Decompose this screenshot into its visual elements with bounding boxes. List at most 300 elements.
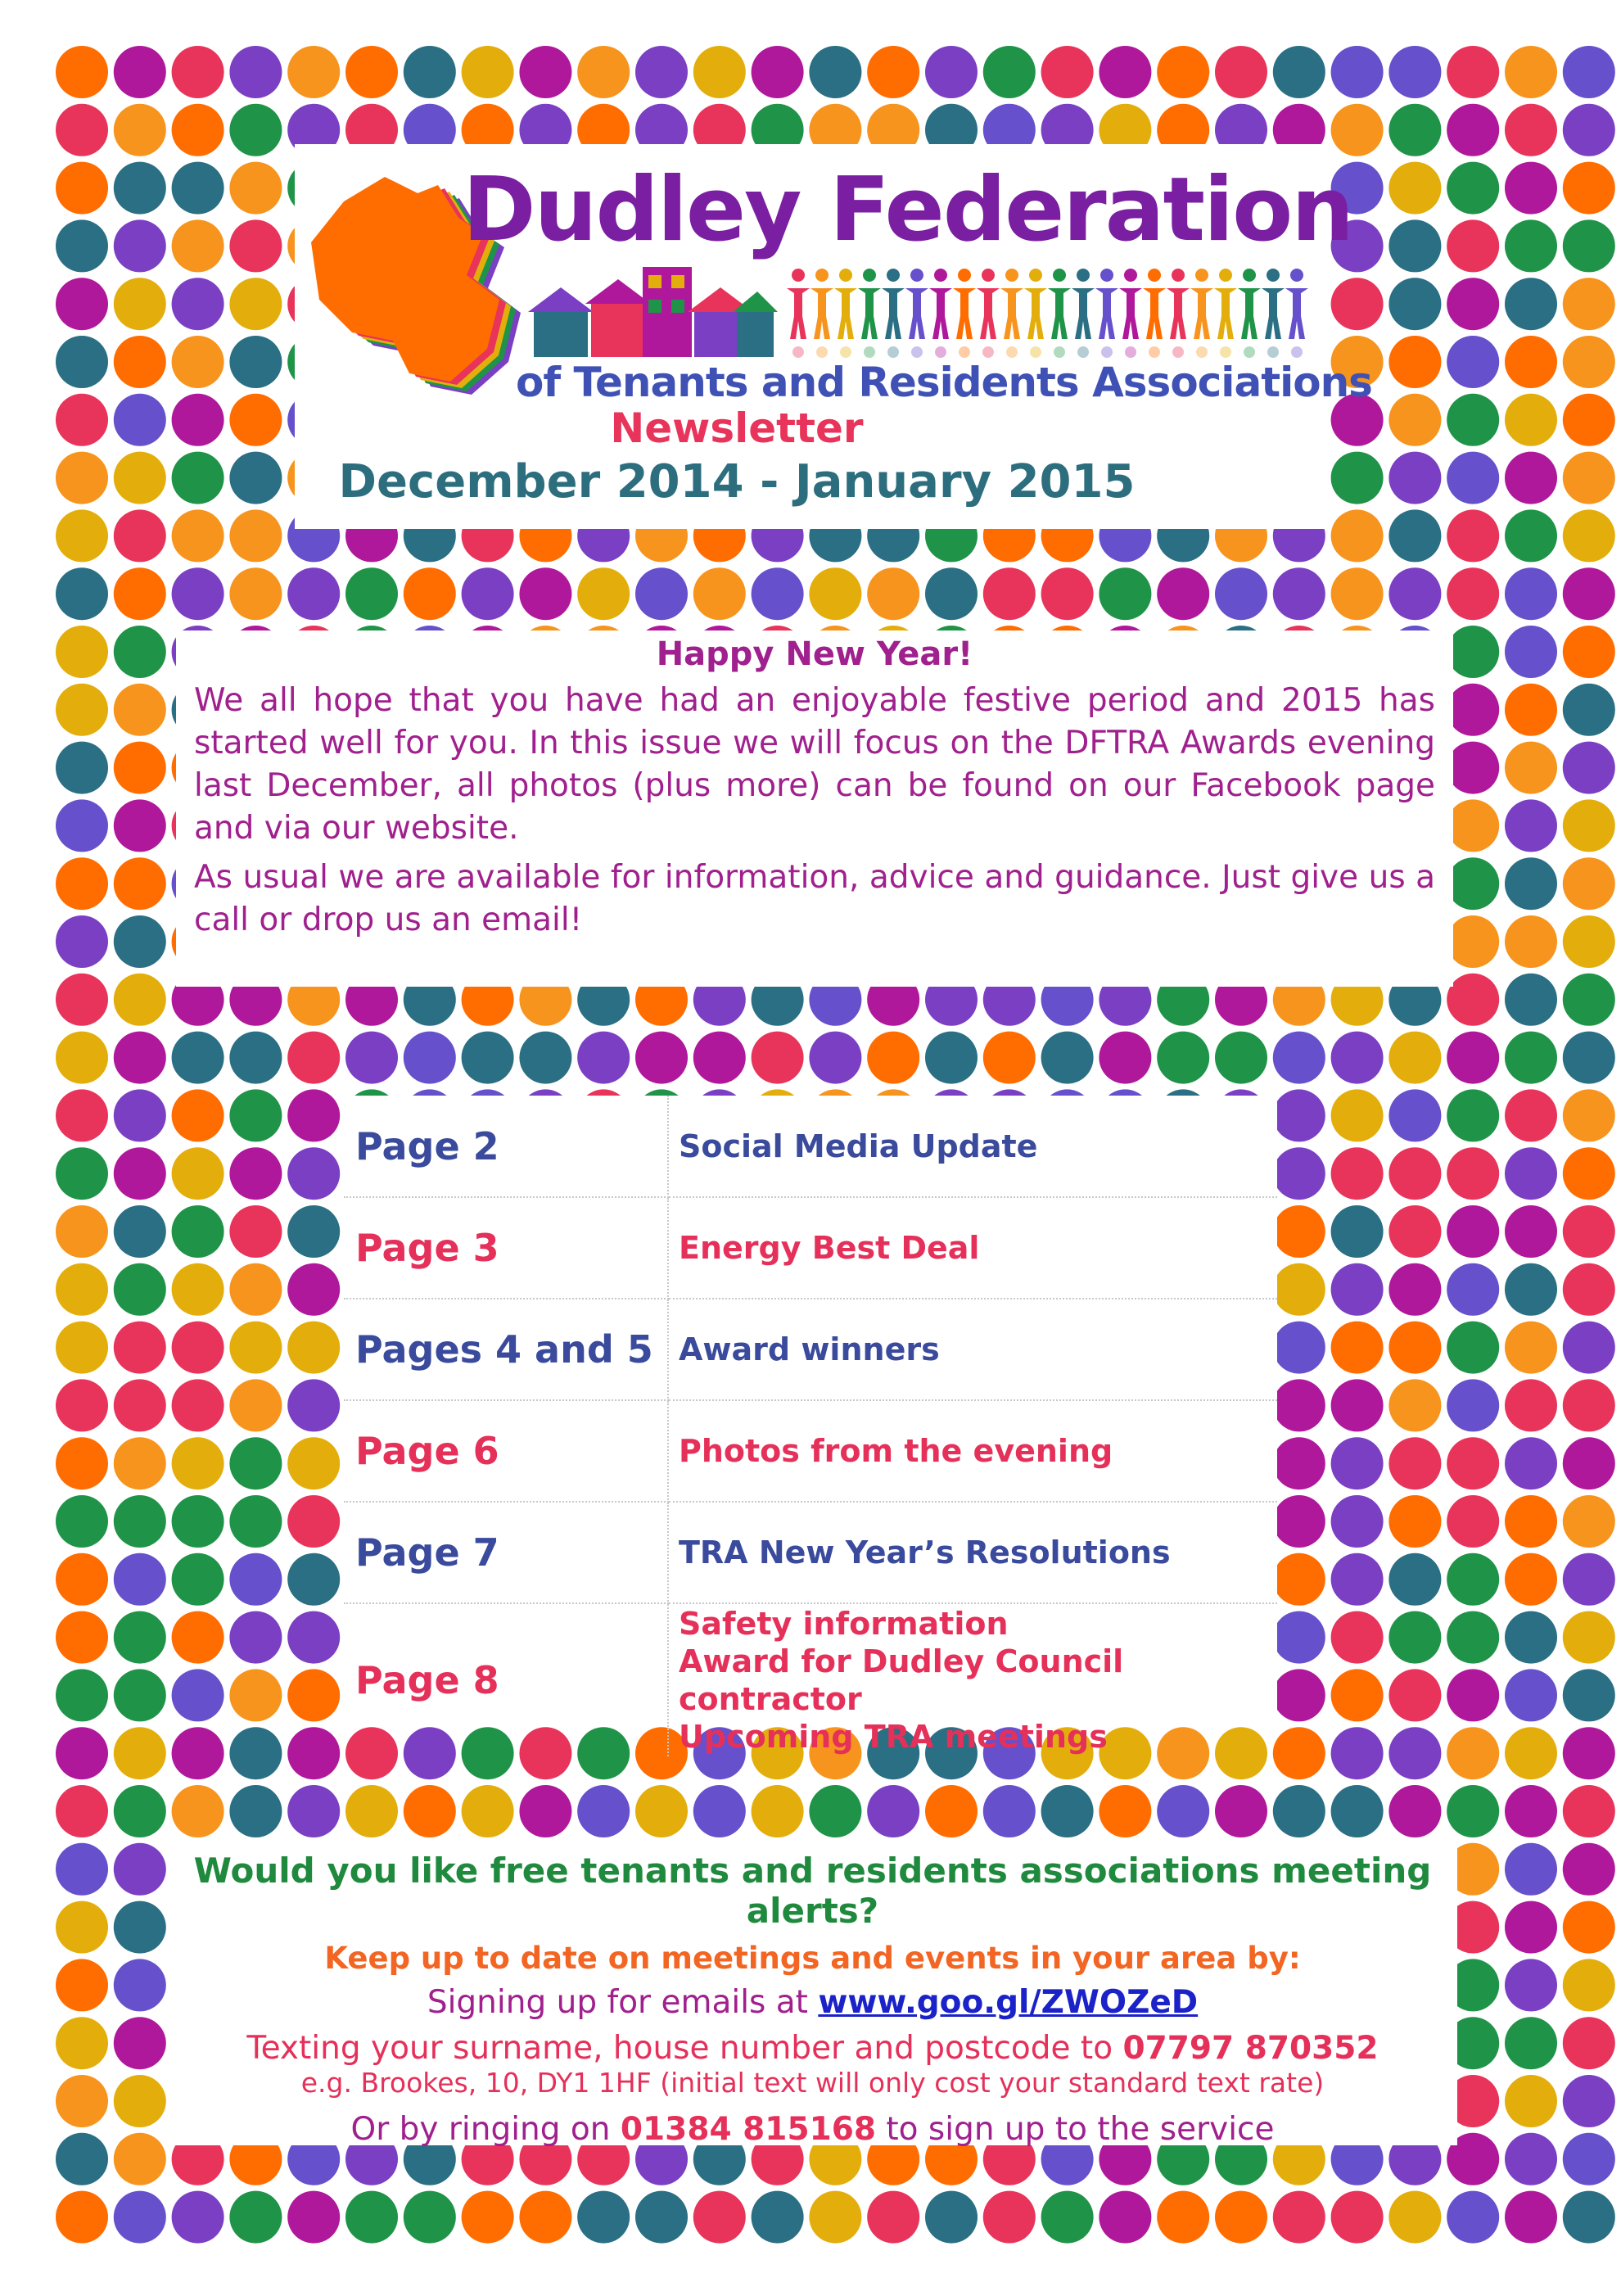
polka-dot (172, 1089, 224, 1141)
polka-dot (287, 46, 340, 98)
page-description: Social Media Update (668, 1096, 1277, 1197)
polka-dot (1273, 1147, 1325, 1200)
table-row (344, 1096, 1277, 1197)
polka-dot (114, 1437, 166, 1489)
polka-dot (1388, 1032, 1441, 1084)
polka-dot (229, 1727, 282, 1779)
polka-dot (1388, 1263, 1441, 1316)
polka-dot (1505, 684, 1557, 736)
polka-dot (229, 1089, 282, 1141)
polka-dot (1505, 278, 1557, 330)
text-number: 07797 870352 (1122, 2030, 1379, 2067)
polka-dot (1505, 1669, 1557, 1721)
polka-dot (56, 742, 108, 794)
polka-dot (1505, 1147, 1557, 1200)
polka-dot (404, 1785, 456, 1837)
person-figure (810, 269, 833, 358)
person-figure (1095, 269, 1118, 358)
polka-dot (56, 2191, 108, 2244)
polka-dot (1273, 1669, 1325, 1721)
polka-dot (56, 2133, 108, 2185)
polka-dot (1505, 1263, 1557, 1316)
polka-dot (229, 1785, 282, 1837)
person-figure (1000, 269, 1023, 358)
polka-dot (462, 2191, 514, 2244)
polka-dot (1505, 1843, 1557, 1896)
polka-dot (809, 567, 861, 620)
polka-dot (1388, 452, 1441, 504)
polka-dot (693, 2191, 746, 2244)
person-figure (1238, 269, 1261, 358)
polka-dot (983, 1785, 1036, 1837)
polka-dot (519, 46, 571, 98)
polka-dot (172, 1495, 224, 1548)
polka-dot (809, 2191, 861, 2244)
polka-dot (1447, 394, 1499, 446)
alerts-question: Would you like free tenants and residents associations meeting alerts? (193, 1851, 1432, 1931)
polka-dot (56, 1437, 108, 1489)
person-figure (834, 269, 857, 358)
polka-dot (229, 219, 282, 272)
polka-dot (983, 567, 1036, 620)
polka-dot (1563, 1959, 1615, 2011)
polka-dot (1331, 1553, 1384, 1606)
polka-dot (1505, 1379, 1557, 1431)
polka-dot (752, 46, 804, 98)
polka-dot (56, 567, 108, 620)
polka-dot (1563, 742, 1615, 794)
polka-dot (1388, 1379, 1441, 1431)
polka-dot (114, 336, 166, 388)
person-figure (1285, 269, 1308, 358)
contents-table (344, 1096, 1277, 1756)
polka-dot (1505, 567, 1557, 620)
polka-dot (809, 46, 861, 98)
polka-dot (56, 1263, 108, 1316)
phone-signup-suffix: to sign up to the service (875, 2111, 1275, 2148)
polka-dot (809, 1032, 861, 1084)
polka-dot (1447, 219, 1499, 272)
polka-dot (1447, 46, 1499, 98)
table-row (344, 1603, 1277, 1756)
polka-dot (1331, 1089, 1384, 1141)
polka-dot (56, 1959, 108, 2011)
polka-dot (867, 567, 919, 620)
person-figure (977, 269, 1000, 358)
polka-dot (1215, 1785, 1267, 1837)
polka-dot (172, 1322, 224, 1374)
text-signup-text: Texting your surname, house number and postcode to (246, 2030, 1123, 2067)
polka-dot (229, 1495, 282, 1548)
polka-dot (229, 278, 282, 330)
polka-dot (462, 567, 514, 620)
polka-dot (1563, 626, 1615, 678)
polka-dot (1563, 1437, 1615, 1489)
polka-dot (1505, 1611, 1557, 1664)
polka-dot (1447, 684, 1499, 736)
polka-dot (1331, 1611, 1384, 1664)
polka-dot (1331, 509, 1384, 562)
polka-dot (229, 1379, 282, 1431)
polka-dot (56, 394, 108, 446)
polka-dot (1388, 278, 1441, 330)
polka-dot (1563, 452, 1615, 504)
polka-dot (1563, 104, 1615, 156)
polka-dot (925, 1032, 978, 1084)
polka-dot (1505, 2191, 1557, 2244)
page-description: Energy Best Deal (668, 1197, 1277, 1299)
polka-dot (229, 46, 282, 98)
polka-dot (1388, 509, 1441, 562)
polka-dot (287, 1379, 340, 1431)
polka-dot (56, 1727, 108, 1779)
page-description: Award winners (668, 1299, 1277, 1400)
polka-dot (635, 567, 688, 620)
polka-dot (1331, 104, 1384, 156)
person-figure (1190, 269, 1213, 358)
polka-dot (1331, 1205, 1384, 1258)
polka-dot (1388, 567, 1441, 620)
polka-dot (287, 1322, 340, 1374)
polka-dot (287, 1727, 340, 1779)
polka-dot (287, 1147, 340, 1200)
page-number: Page 6 (344, 1400, 668, 1502)
polka-dot (1447, 104, 1499, 156)
polka-dot (1273, 1205, 1325, 1258)
page-number: Page 3 (344, 1197, 668, 1299)
polka-dot (867, 2191, 919, 2244)
polka-dot (172, 1727, 224, 1779)
polka-dot (1157, 2191, 1209, 2244)
polka-dot (172, 1147, 224, 1200)
polka-dot (1273, 567, 1325, 620)
polka-dot (1505, 742, 1557, 794)
polka-dot (287, 1611, 340, 1664)
polka-dot (229, 567, 282, 620)
polka-dot (114, 1089, 166, 1141)
polka-dot (1563, 2017, 1615, 2069)
polka-dot (1099, 46, 1151, 98)
person-figure (858, 269, 881, 358)
polka-dot (172, 104, 224, 156)
polka-dot (229, 1205, 282, 1258)
polka-dot (114, 1495, 166, 1548)
polka-dot (1388, 1669, 1441, 1721)
polka-dot (114, 1032, 166, 1084)
polka-dot (172, 1669, 224, 1721)
polka-dot (56, 1089, 108, 1141)
polka-dot (1447, 857, 1499, 910)
polka-dot (229, 394, 282, 446)
page-description-line: Safety information (679, 1606, 1009, 1642)
polka-dot (114, 684, 166, 736)
polka-dot (983, 1032, 1036, 1084)
person-figure (1143, 269, 1166, 358)
polka-dot (114, 452, 166, 504)
polka-dot (56, 1901, 108, 1954)
polka-dot (56, 1553, 108, 1606)
polka-dot (1563, 974, 1615, 1026)
polka-dot (1505, 1785, 1557, 1837)
polka-dot (172, 162, 224, 215)
polka-dot (1505, 1495, 1557, 1548)
polka-dot (287, 1553, 340, 1606)
polka-dot (1563, 684, 1615, 736)
polka-dot (229, 1437, 282, 1489)
polka-dot (1099, 567, 1151, 620)
polka-dot (345, 1785, 398, 1837)
polka-dot (1505, 1032, 1557, 1084)
polka-dot (1447, 278, 1499, 330)
page-description: Photos from the evening (668, 1400, 1277, 1502)
polka-dot (635, 2191, 688, 2244)
polka-dot (1447, 452, 1499, 504)
polka-dot (1273, 1089, 1325, 1141)
polka-dot (172, 1437, 224, 1489)
polka-dot (1388, 1147, 1441, 1200)
polka-dot (1388, 46, 1441, 98)
polka-dot (1388, 1437, 1441, 1489)
person-figure (929, 269, 952, 358)
polka-dot (114, 46, 166, 98)
polka-dot (1505, 2075, 1557, 2127)
polka-dot (114, 857, 166, 910)
polka-dot (635, 1032, 688, 1084)
polka-dot (1563, 1205, 1615, 1258)
polka-dot (114, 1263, 166, 1316)
polka-dot (114, 1669, 166, 1721)
polka-dot (114, 509, 166, 562)
polka-dot (1273, 2191, 1325, 2244)
polka-dot (1447, 1089, 1499, 1141)
polka-dot (1505, 1437, 1557, 1489)
polka-dot (1505, 1901, 1557, 1954)
polka-dot (114, 278, 166, 330)
polka-dot (1563, 336, 1615, 388)
polka-dot (1388, 1727, 1441, 1779)
polka-dot (1273, 1727, 1325, 1779)
polka-dot (1388, 2191, 1441, 2244)
polka-dot (229, 2191, 282, 2244)
polka-dot (1273, 1553, 1325, 1606)
polka-dot (1563, 567, 1615, 620)
polka-dot (229, 1263, 282, 1316)
polka-dot (56, 684, 108, 736)
polka-dot (519, 1785, 571, 1837)
polka-dot (56, 1785, 108, 1837)
polka-dot (114, 162, 166, 215)
polka-dot (925, 46, 978, 98)
polka-dot (1505, 915, 1557, 968)
polka-dot (1563, 857, 1615, 910)
polka-dot (1505, 1089, 1557, 1141)
polka-dot (114, 974, 166, 1026)
polka-dot (56, 336, 108, 388)
polka-dot (1388, 1089, 1441, 1141)
polka-dot (1563, 1669, 1615, 1721)
polka-dot (1447, 162, 1499, 215)
polka-dot (1388, 1205, 1441, 1258)
org-name: Dudley Federation (463, 159, 1353, 261)
polka-dot (1563, 1032, 1615, 1084)
welcome-section (176, 630, 1453, 987)
polka-dot (635, 46, 688, 98)
polka-dot (56, 626, 108, 678)
polka-dot (577, 1785, 630, 1837)
text-signup-line (168, 2031, 1457, 2067)
polka-dot (1157, 567, 1209, 620)
polka-dot (287, 1032, 340, 1084)
polka-dot (1563, 1901, 1615, 1954)
org-subtitle: of Tenants and Residents Associations (516, 359, 1372, 406)
polka-dot (172, 1032, 224, 1084)
polka-dot (1563, 1611, 1615, 1664)
polka-dot (172, 1205, 224, 1258)
polka-dot (56, 857, 108, 910)
page-number: Page 7 (344, 1502, 668, 1603)
polka-dot (1563, 1379, 1615, 1431)
polka-dot (172, 2191, 224, 2244)
polka-dot (1447, 1379, 1499, 1431)
polka-dot (1331, 1785, 1384, 1837)
polka-dot (114, 1379, 166, 1431)
person-figure (787, 269, 810, 358)
polka-dot (287, 1437, 340, 1489)
polka-dot (1505, 1553, 1557, 1606)
polka-dot (1447, 509, 1499, 562)
polka-dot (1447, 915, 1499, 968)
polka-dot (56, 1669, 108, 1721)
polka-dot (56, 452, 108, 504)
polka-dot (1563, 278, 1615, 330)
polka-dot (172, 567, 224, 620)
polka-dot (1505, 626, 1557, 678)
polka-dot (1388, 1553, 1441, 1606)
page-description: TRA New Year’s Resolutions (668, 1502, 1277, 1603)
polka-dot (229, 1147, 282, 1200)
page-number: Page 2 (344, 1096, 668, 1197)
phone-signup-prefix: Or by ringing on (350, 2111, 621, 2148)
polka-dot (1215, 46, 1267, 98)
polka-dot (1447, 1263, 1499, 1316)
polka-dot (1388, 336, 1441, 388)
houses-illustration (524, 267, 778, 365)
polka-dot (56, 915, 108, 968)
polka-dot (404, 2191, 456, 2244)
polka-dot (172, 1263, 224, 1316)
polka-dot (56, 278, 108, 330)
polka-dot (1505, 1959, 1557, 2011)
polka-dot (1215, 2191, 1267, 2244)
polka-dot (56, 104, 108, 156)
polka-dot (1563, 162, 1615, 215)
polka-dot (287, 1089, 340, 1141)
polka-dot (577, 2191, 630, 2244)
polka-dot (1447, 1669, 1499, 1721)
polka-dot (1447, 1205, 1499, 1258)
polka-dot (1563, 2075, 1615, 2127)
polka-dot (114, 104, 166, 156)
polka-dot (56, 1843, 108, 1896)
polka-dot (172, 1553, 224, 1606)
polka-dot (1447, 2191, 1499, 2244)
polka-dot (1563, 1785, 1615, 1837)
polka-dot (1041, 46, 1094, 98)
polka-dot (1505, 1322, 1557, 1374)
polka-dot (56, 1322, 108, 1374)
welcome-paragraph-2: As usual we are available for information, advice and guidance. Just give us a call or drop us an email! (194, 859, 1435, 938)
polka-dot (925, 1785, 978, 1837)
polka-dot (1273, 1032, 1325, 1084)
person-figure (1048, 269, 1071, 358)
polka-dot (287, 2191, 340, 2244)
polka-dot (577, 1032, 630, 1084)
polka-dot (1273, 1495, 1325, 1548)
signup-link[interactable]: www.goo.gl/ZWOZeD (818, 1984, 1199, 2021)
polka-dot (1447, 799, 1499, 852)
polka-dot (693, 46, 746, 98)
polka-dot (172, 1379, 224, 1431)
polka-dot (229, 1553, 282, 1606)
polka-dot (56, 1147, 108, 1200)
polka-dot (577, 46, 630, 98)
polka-dot (172, 452, 224, 504)
text-example: e.g. Brookes, 10, DY1 1HF (initial text will only cost your standard text rate) (300, 2067, 1325, 2099)
newsletter-label: Newsletter (610, 405, 864, 452)
polka-dot (1331, 1727, 1384, 1779)
polka-dot (1563, 1843, 1615, 1896)
polka-dot (229, 452, 282, 504)
polka-dot (1447, 626, 1499, 678)
polka-dot (172, 219, 224, 272)
person-figure (1262, 269, 1285, 358)
polka-dot (1505, 1727, 1557, 1779)
polka-dot (1447, 1147, 1499, 1200)
polka-dot (1563, 799, 1615, 852)
polka-dot (1331, 452, 1384, 504)
polka-dot (1331, 1669, 1384, 1721)
polka-dot (1563, 219, 1615, 272)
polka-dot (1157, 1785, 1209, 1837)
polka-dot (1099, 1032, 1151, 1084)
polka-dot (693, 1785, 746, 1837)
polka-dot (1099, 1785, 1151, 1837)
contents-section (344, 1096, 1277, 1755)
polka-dot (1099, 2191, 1151, 2244)
polka-dot (693, 567, 746, 620)
polka-dot (462, 46, 514, 98)
polka-dot (1505, 857, 1557, 910)
person-figure (1024, 269, 1047, 358)
polka-dot (1505, 336, 1557, 388)
polka-dot (1563, 1263, 1615, 1316)
polka-dot (1041, 1785, 1094, 1837)
polka-dot (519, 2191, 571, 2244)
polka-dot (1447, 1495, 1499, 1548)
polka-dot (1157, 1032, 1209, 1084)
polka-dot (287, 1205, 340, 1258)
polka-dot (1447, 1727, 1499, 1779)
polka-dot (1505, 452, 1557, 504)
polka-dot (114, 1843, 166, 1896)
person-figure (1072, 269, 1095, 358)
polka-dot (1505, 219, 1557, 272)
polka-dot (1505, 1205, 1557, 1258)
polka-dot (1505, 2133, 1557, 2185)
page-number: Page 8 (344, 1603, 668, 1756)
person-figure (905, 269, 928, 358)
polka-dot (577, 567, 630, 620)
